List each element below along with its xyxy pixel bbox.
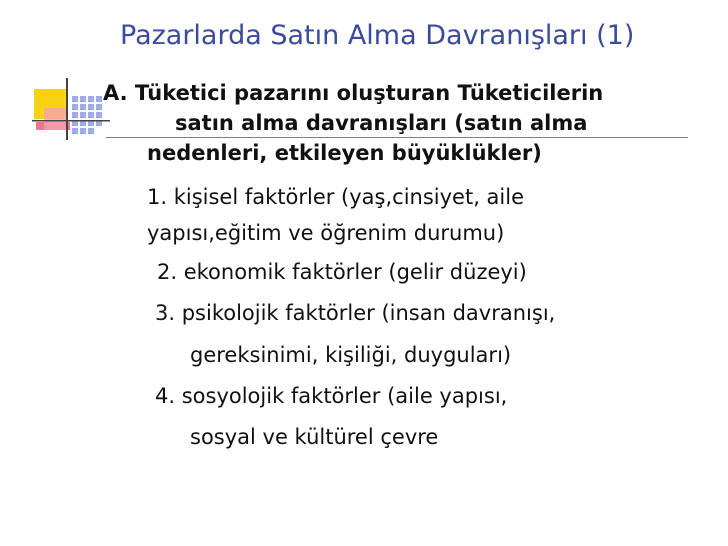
list-item-3-line-1: 3. psikolojik faktörler (insan davranışı, [155, 301, 556, 325]
deco-horizontal-line [32, 120, 110, 122]
decorative-blocks [0, 0, 110, 140]
deco-vertical-line [66, 78, 68, 140]
heading-line-3: nedenleri, etkileyen büyüklükler) [147, 141, 542, 165]
deco-blue-grid [72, 96, 102, 134]
list-item-3-line-2: gereksinimi, kişiliği, duyguları) [190, 343, 512, 367]
section-heading [103, 78, 713, 168]
slide-title: Pazarlarda Satın Alma Davranışları (1) [120, 20, 635, 51]
divider-line [106, 137, 688, 138]
list-item-4-line-2: sosyal ve kültürel çevre [190, 425, 439, 449]
list-item-2-line-1: 2. ekonomik faktörler (gelir düzeyi) [157, 260, 527, 284]
heading-line-2: satın alma davranışları (satın alma [175, 111, 588, 135]
list-item-1-line-2: yapısı,eğitim ve öğrenim durumu) [147, 221, 505, 245]
list-item-4-line-1: 4. sosyolojik faktörler (aile yapısı, [155, 384, 508, 408]
list-item-1-line-1: 1. kişisel faktörler (yaş,cinsiyet, aile [147, 185, 525, 209]
heading-line-1: A. Tüketici pazarını oluşturan Tüketicilerin [103, 81, 604, 105]
